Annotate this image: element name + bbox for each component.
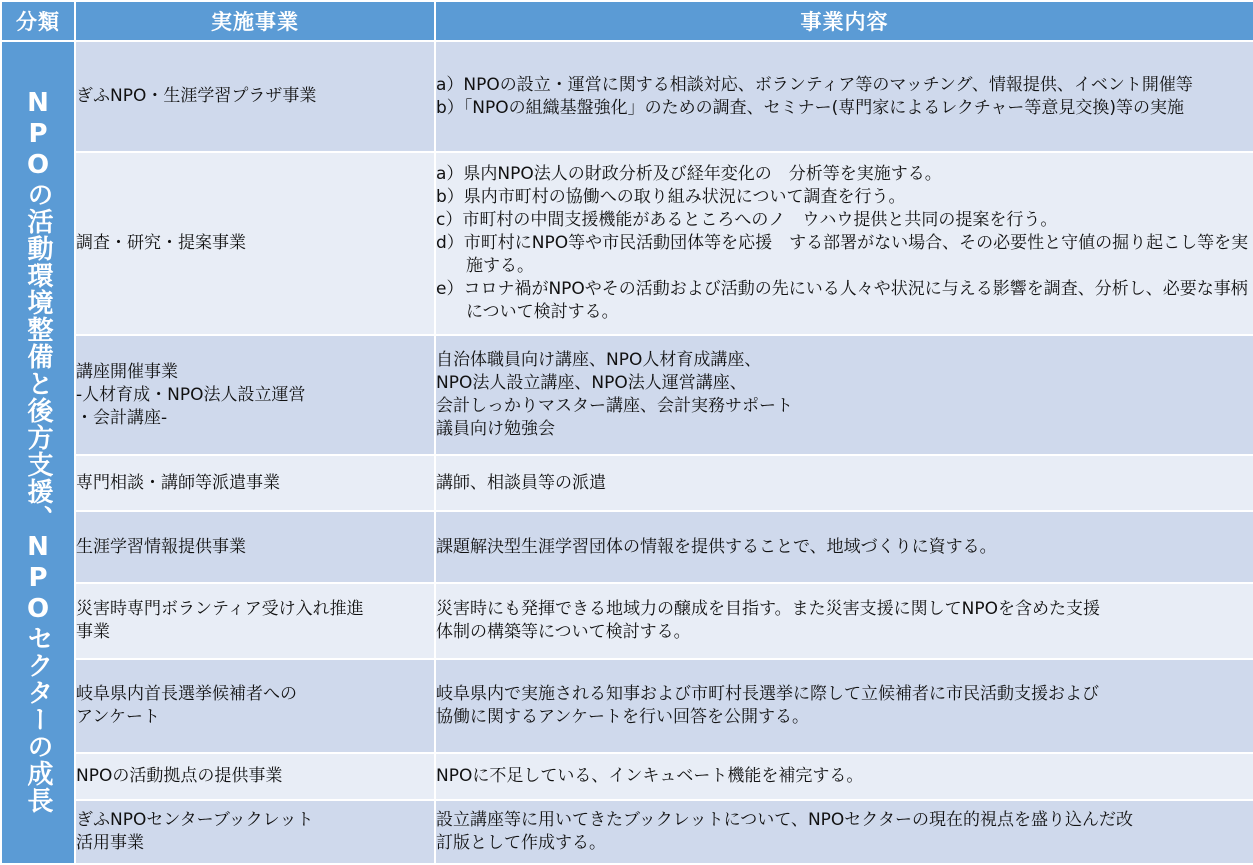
project-cell <box>75 335 435 455</box>
content-line: 自治体職員向け講座、NPO人材育成講座、 <box>436 350 762 370</box>
header-content: 事業内容 <box>435 1 1253 41</box>
project-name: 岐阜県内首長選挙候補者への <box>76 684 297 704</box>
table-row <box>1 583 1253 659</box>
table-row <box>1 511 1253 583</box>
content-item: d）市町村にNPO等や市民活動団体等を応援 する部署がない場合、その必要性と守値の掘り起こし等を実施する。 <box>436 233 1249 276</box>
table-row <box>1 41 1253 152</box>
project-cell <box>75 659 435 753</box>
project-cell <box>75 753 435 800</box>
category-label: NPOの活動環境整備と後方支援、NPOセクターの成長 <box>23 87 53 814</box>
content-line: 協働に関するアンケートを行い回答を公開する。 <box>436 707 809 727</box>
table-row <box>1 335 1253 455</box>
content-line: 議員向け勉強会 <box>436 419 555 439</box>
content-line: 会計しっかりマスター講座、会計実務サポート <box>436 396 793 416</box>
project-cell <box>75 800 435 864</box>
content-cell <box>435 152 1253 335</box>
content-line: NPOに不足している、インキュベート機能を補完する。 <box>436 766 864 786</box>
content-cell <box>435 800 1253 864</box>
project-name: 講座開催事業 <box>76 361 178 382</box>
content-line: 岐阜県内で実施される知事および市町村長選挙に際して立候補者に市民活動支援および <box>436 684 1099 704</box>
content-cell <box>435 511 1253 583</box>
content-line: NPO法人設立講座、NPO法人運営講座、 <box>436 373 747 393</box>
project-cell <box>75 152 435 335</box>
project-name: 調査・研究・提案事業 <box>76 233 246 253</box>
content-cell <box>435 455 1253 511</box>
project-cell <box>75 455 435 511</box>
project-subtitle: -人材育成・NPO法人設立運営 <box>76 384 306 405</box>
content-line: 講師、相談員等の派遣 <box>436 472 606 493</box>
category-cell <box>1 41 75 864</box>
content-item: a）NPOの設立・運営に関する相談対応、ボランティア等のマッチング、情報提供、イベント開催等 <box>436 74 1193 95</box>
project-name: ぎふNPO・生涯学習プラザ事業 <box>76 86 317 106</box>
content-cell <box>435 659 1253 753</box>
header-project: 実施事業 <box>75 1 435 41</box>
project-name: NPOの活動拠点の提供事業 <box>76 766 283 786</box>
project-name-cont: アンケート <box>76 707 160 727</box>
table-row <box>1 455 1253 511</box>
project-name-cont: 活用事業 <box>76 833 144 853</box>
content-item: b）県内市町村の協働への取り組み状況について調査を行う。 <box>436 187 906 207</box>
content-cell <box>435 335 1253 455</box>
project-name: ぎふNPOセンターブックレット <box>76 810 314 830</box>
content-item: e）コロナ禍がNPOやその活動および活動の先にいる人々や状況に与える影響を調査、分析し、必要な事柄について検討する。 <box>436 279 1248 322</box>
content-item: b）「NPOの組織基盤強化」のための調査、セミナー(専門家によるレクチャー等意見交換)等の実施 <box>436 97 1185 118</box>
content-line: 体制の構築等について検討する。 <box>436 622 691 642</box>
project-name: 生涯学習情報提供事業 <box>76 536 246 557</box>
content-cell <box>435 753 1253 800</box>
project-name: 専門相談・講師等派遣事業 <box>76 472 280 493</box>
table-row <box>1 152 1253 335</box>
project-cell <box>75 511 435 583</box>
table-row <box>1 800 1253 864</box>
content-cell <box>435 583 1253 659</box>
content-line: 課題解決型生涯学習団体の情報を提供することで、地域づくりに資する。 <box>436 536 997 557</box>
project-name-cont: 事業 <box>76 622 110 642</box>
table-row <box>1 659 1253 753</box>
table-row <box>1 753 1253 800</box>
content-cell <box>435 41 1253 152</box>
project-cell <box>75 583 435 659</box>
header-category: 分類 <box>1 1 75 41</box>
content-line: 訂版として作成する。 <box>436 833 606 853</box>
content-item: c）市町村の中間支援機能があるところへのノ ウハウ提供と共同の提案を行う。 <box>436 210 1058 230</box>
header-row <box>1 1 1253 41</box>
project-name: 災害時専門ボランティア受け入れ推進 <box>76 599 364 619</box>
project-subtitle: ・会計講座- <box>76 407 168 428</box>
content-line: 設立講座等に用いてきたブックレットについて、NPOセクターの現在的視点を盛り込んだ改 <box>436 810 1133 830</box>
content-item: a）県内NPO法人の財政分析及び経年変化の 分析等を実施する。 <box>436 164 942 184</box>
project-cell <box>75 41 435 152</box>
content-line: 災害時にも発揮できる地域力の醸成を目指す。また災害支援に関してNPOを含めた支援 <box>436 599 1100 619</box>
